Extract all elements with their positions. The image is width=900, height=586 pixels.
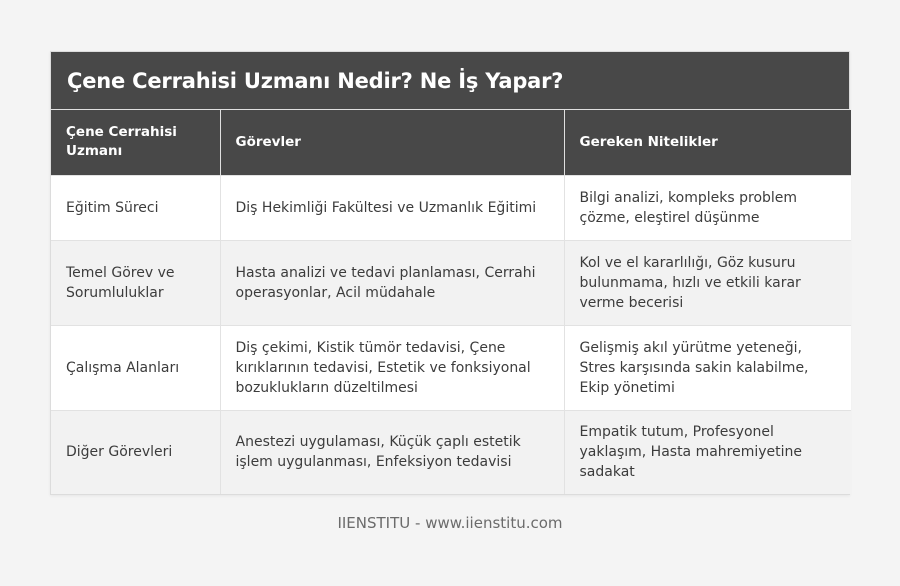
row-qualifications: Empatik tutum, Profesyonel yaklaşım, Hasta mahremiyetine sadakat	[564, 410, 851, 494]
row-duties: Diş çekimi, Kistik tümör tedavisi, Çene kırıklarının tedavisi, Estetik ve fonksiyonal bozuklukların düzeltilmesi	[220, 325, 564, 410]
column-header-duties: Görevler	[220, 110, 564, 175]
row-qualifications: Bilgi analizi, kompleks problem çözme, eleştirel düşünme	[564, 175, 851, 240]
table-header-row	[51, 110, 851, 175]
column-header-specialist: Çene Cerrahisi Uzmanı	[51, 110, 220, 175]
column-header-qualifications: Gereken Nitelikler	[564, 110, 851, 175]
row-label: Çalışma Alanları	[51, 325, 220, 410]
row-label: Temel Görev ve Sorumluluklar	[51, 240, 220, 325]
row-label: Eğitim Süreci	[51, 175, 220, 240]
table-row	[51, 175, 851, 240]
row-label: Diğer Görevleri	[51, 410, 220, 494]
table-row	[51, 410, 851, 494]
table-title: Çene Cerrahisi Uzmanı Nedir? Ne İş Yapar?	[51, 52, 849, 110]
info-table-card	[50, 51, 850, 495]
row-qualifications: Gelişmiş akıl yürütme yeteneği, Stres karşısında sakin kalabilme, Ekip yönetimi	[564, 325, 851, 410]
row-qualifications: Kol ve el kararlılığı, Göz kusuru bulunmama, hızlı ve etkili karar verme becerisi	[564, 240, 851, 325]
footer-credit: IIENSTITU - www.iienstitu.com	[337, 514, 563, 532]
row-duties: Anestezi uygulaması, Küçük çaplı estetik işlem uygulanması, Enfeksiyon tedavisi	[220, 410, 564, 494]
table-row	[51, 240, 851, 325]
row-duties: Diş Hekimliği Fakültesi ve Uzmanlık Eğitimi	[220, 175, 564, 240]
table-row	[51, 325, 851, 410]
row-duties: Hasta analizi ve tedavi planlaması, Cerrahi operasyonlar, Acil müdahale	[220, 240, 564, 325]
info-table	[51, 110, 851, 494]
